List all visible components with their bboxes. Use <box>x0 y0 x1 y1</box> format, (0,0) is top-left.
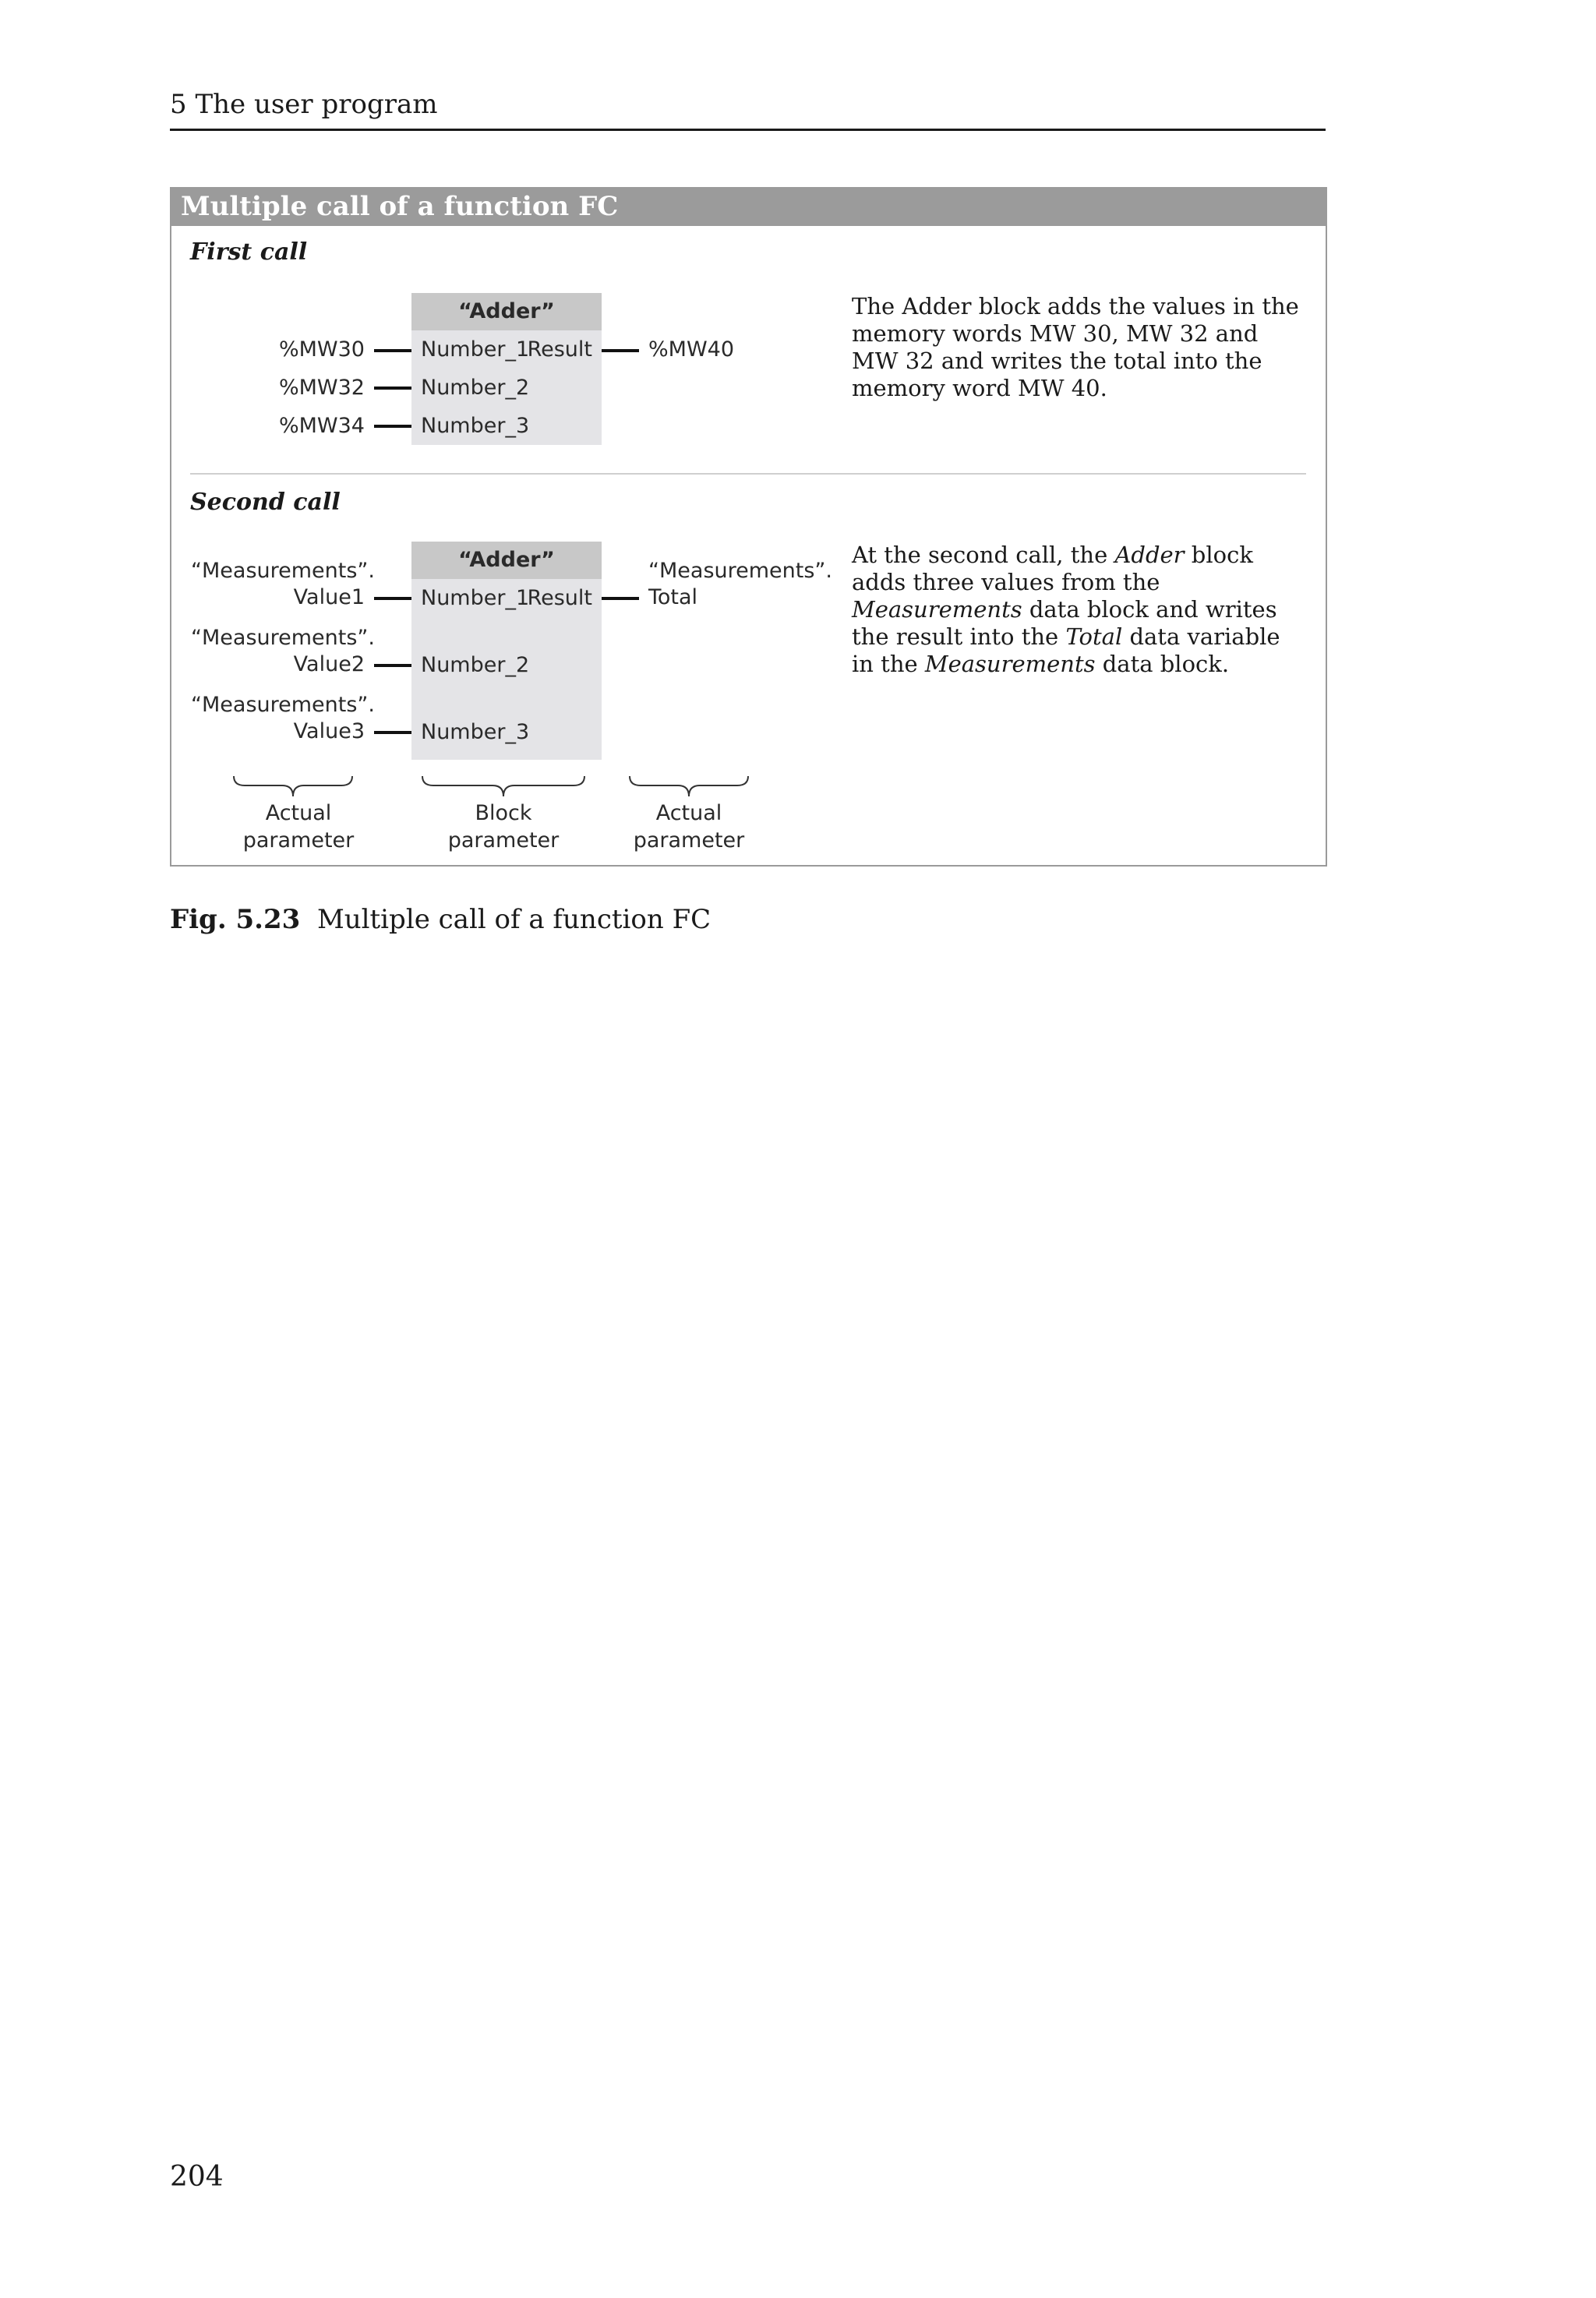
figure-title: Multiple call of a function FC <box>181 191 619 222</box>
caption-number: Fig. 5.23 <box>170 904 301 935</box>
first-call-wire-1 <box>374 349 411 352</box>
second-call-actual-1-line2: Value1 <box>293 585 365 609</box>
right-brace <box>630 776 748 796</box>
first-call-output-param: Result <box>527 337 592 362</box>
second-call-label: Second call <box>190 489 341 516</box>
second-call-output-actual-line1: “Measurements”. <box>648 559 832 583</box>
second-call-param-3: Number_3 <box>421 720 530 744</box>
second-call-description: At the second call, the Adder block adds three values from the Measurements data block and writes the result into the Total data variable in the Measurements data block. <box>852 542 1280 677</box>
first-call-actual-1: %MW30 <box>278 337 365 362</box>
first-call-param-1: Number_1 <box>421 337 530 362</box>
figure-caption <box>170 904 711 935</box>
second-call-output-param: Result <box>527 586 592 610</box>
first-call-output-actual: %MW40 <box>648 337 735 362</box>
second-call-output-actual-line2: Total <box>648 585 698 609</box>
first-call-wire-2 <box>374 387 411 390</box>
second-call-block-name: “Adder” <box>458 548 555 572</box>
left-brace <box>234 776 352 796</box>
second-call-param-2: Number_2 <box>421 653 530 677</box>
first-call-label: First call <box>190 238 308 266</box>
first-call-param-3: Number_3 <box>421 414 530 438</box>
second-call-actual-3-line1: “Measurements”. <box>191 693 375 717</box>
second-call-actual-2-line1: “Measurements”. <box>191 626 375 650</box>
second-call-actual-1-line1: “Measurements”. <box>191 559 375 583</box>
second-call-param-1: Number_1 <box>421 586 530 610</box>
first-call-param-2: Number_2 <box>421 376 530 400</box>
brace-label-right: Actual parameter <box>633 801 745 852</box>
header-rule <box>170 129 1326 131</box>
first-call-output-wire <box>602 349 639 352</box>
running-head: 5 The user program <box>170 89 438 120</box>
brace-label-middle: Block parameter <box>447 801 560 852</box>
middle-brace <box>422 776 584 796</box>
first-call-actual-3: %MW34 <box>278 414 365 438</box>
second-call-output-wire <box>602 597 639 600</box>
first-call-block-name: “Adder” <box>458 299 555 323</box>
first-call-wire-3 <box>374 425 411 428</box>
first-call-actual-2: %MW32 <box>278 376 365 400</box>
first-call-description: The Adder block adds the values in the memory words MW 30, MW 32 and MW 32 and writes the total into the memory word MW 40. <box>852 293 1299 401</box>
second-call-wire-3 <box>374 731 411 734</box>
section-divider <box>190 473 1306 475</box>
figure-frame <box>170 187 1327 867</box>
page-number: 204 <box>170 2161 224 2193</box>
brace-label-left: Actual parameter <box>242 801 355 852</box>
second-call-actual-2-line2: Value2 <box>293 652 365 676</box>
second-call-wire-2 <box>374 664 411 667</box>
caption-text: Multiple call of a function FC <box>316 904 711 935</box>
second-call-actual-3-line2: Value3 <box>293 719 365 743</box>
second-call-wire-1 <box>374 597 411 600</box>
